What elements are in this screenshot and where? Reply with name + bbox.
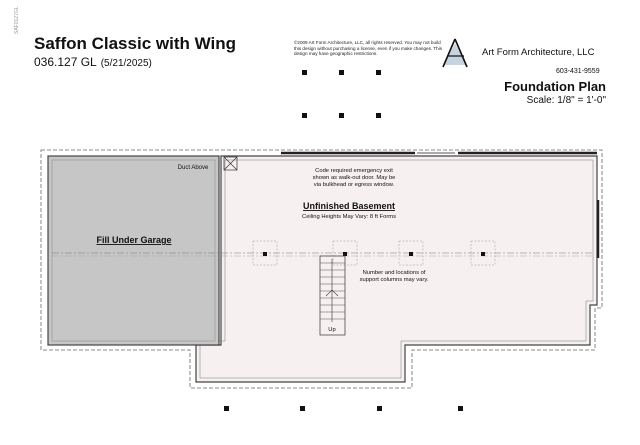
pier-marker <box>339 113 344 118</box>
duct-label: Duct Above <box>177 165 209 171</box>
side-stamp: SAF0127GL <box>14 6 20 34</box>
firm-phone: 603-431-9559 <box>556 68 600 75</box>
pier-marker <box>458 406 463 411</box>
pier-marker <box>300 406 305 411</box>
scale-label: Scale: 1/8" = 1'-0" <box>526 95 606 106</box>
stair-up-label: Up <box>328 327 336 333</box>
pier-marker <box>376 113 381 118</box>
support-column <box>263 252 267 256</box>
pier-marker <box>224 406 229 411</box>
pier-marker <box>377 406 382 411</box>
plan-number: 036.127 GL <box>34 55 97 69</box>
egress-note-line-1: Code required emergency exit <box>315 168 393 174</box>
basement-label: Unfinished Basement <box>302 201 396 211</box>
pier-marker <box>376 70 381 75</box>
egress-note-line-3: via bulkhead or egress window. <box>313 182 395 188</box>
support-column <box>343 252 347 256</box>
plan-title: Saffon Classic with Wing <box>34 34 236 53</box>
support-column <box>409 252 413 256</box>
column-note-line-2: support columns may vary. <box>359 277 429 283</box>
garage-label: Fill Under Garage <box>96 235 172 245</box>
pier-marker <box>302 70 307 75</box>
plan-date: (5/21/2025) <box>100 58 152 69</box>
copyright-note: ©2009 Art Form Architecture, LLC, all rights reserved. You may not build this design without purchasing a license, even if you make changes. This design may have geographic restrictions. <box>294 40 443 57</box>
egress-note-line-2: shown as walk-out door. May be <box>312 175 396 181</box>
garage-fill-area <box>48 156 219 345</box>
pier-marker <box>339 70 344 75</box>
sheet-title: Foundation Plan <box>504 79 606 94</box>
support-column <box>481 252 485 256</box>
firm-name: Art Form Architecture, LLC <box>482 47 595 58</box>
pier-marker <box>302 113 307 118</box>
basement-area <box>196 156 597 382</box>
column-note-line-1: Number and locations of <box>362 270 426 276</box>
ceiling-note: Ceiling Heights May Vary: 8 ft Forms <box>302 214 396 220</box>
